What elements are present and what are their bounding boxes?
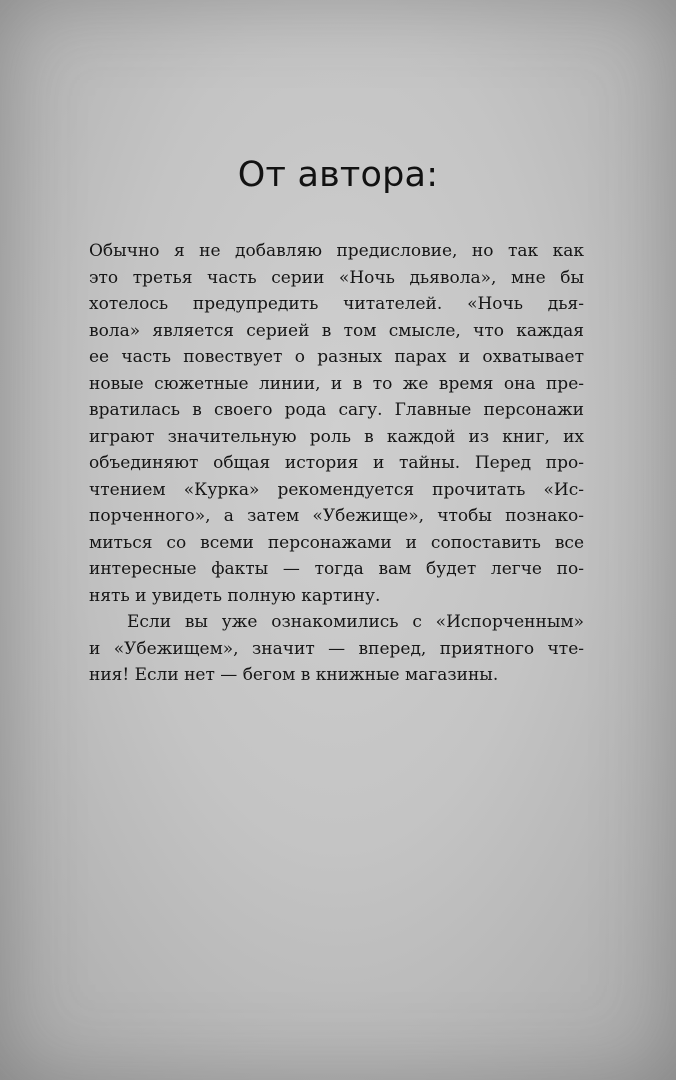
text-line: ния! Если нет — бегом в книжные магазины. (89, 665, 499, 685)
text-line: ее часть повествует о разных парах и охватывает (89, 347, 584, 367)
text-line: нять и увидеть полную картину. (89, 585, 381, 606)
body-text (89, 238, 584, 689)
text-line: играют значительную роль в каждой из книг, их (89, 426, 584, 447)
text-line: хотелось предупредить читателей. «Ночь дья- (89, 294, 584, 314)
page-title: От автора: (237, 155, 439, 195)
text-line: порченного», а затем «Убежище», чтобы познако- (89, 506, 584, 526)
text-line: новые сюжетные линии, и в то же время она пре- (89, 373, 584, 394)
text-line: интересные факты — тогда вам будет легче по- (89, 559, 584, 579)
text-line: это третья часть серии «Ночь дьявола», мне бы (89, 267, 584, 288)
paragraph-1 (89, 238, 584, 609)
text-line: и «Убежищем», значит — вперед, приятного чте- (89, 638, 584, 659)
paragraph-2 (89, 609, 584, 689)
text-line: миться со всеми персонажами и сопоставить все (89, 532, 584, 553)
text-line: Если вы уже ознакомились с «Испорченным» (127, 612, 584, 632)
text-line: объединяют общая история и тайны. Перед про- (89, 453, 584, 473)
text-line: вратилась в своего рода сагу. Главные персонажи (89, 400, 584, 420)
text-line: Обычно я не добавляю предисловие, но так как (89, 241, 584, 261)
text-line: чтением «Курка» рекомендуется прочитать «Ис- (89, 479, 584, 500)
text-line: вола» является серией в том смысле, что каждая (89, 320, 584, 341)
